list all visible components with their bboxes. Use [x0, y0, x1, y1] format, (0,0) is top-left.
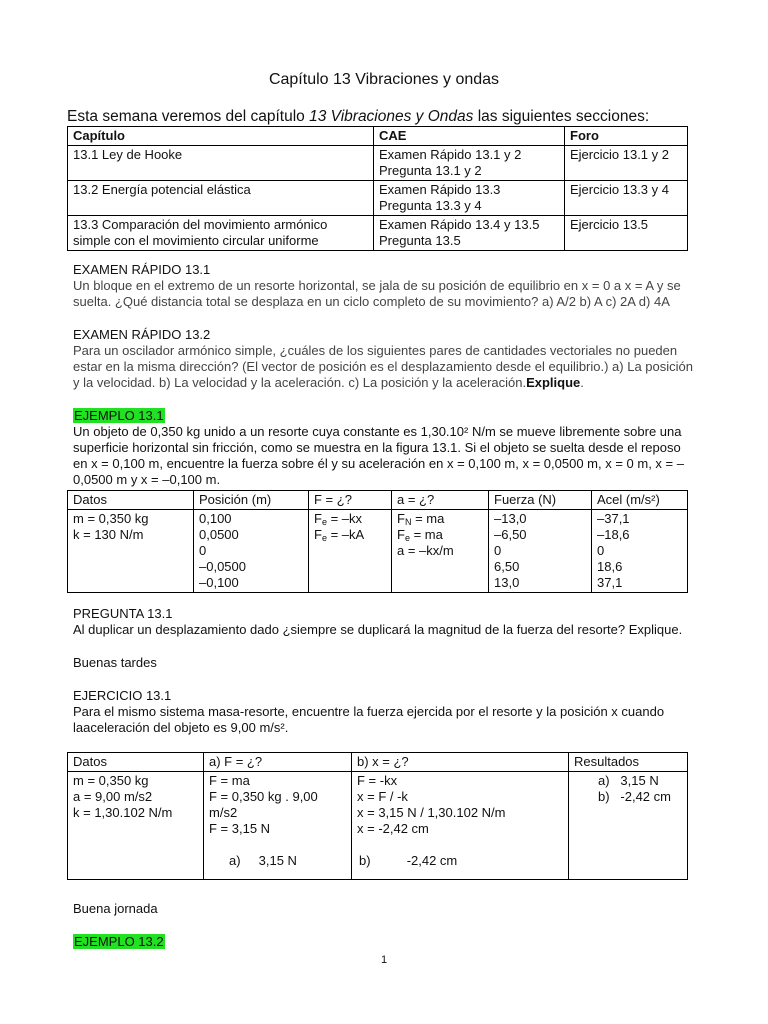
intro-italic: 13 Vibraciones y Ondas — [309, 108, 474, 125]
quiz-text-line: Un bloque en el extremo de un resorte horizontal, se jala de su posición de equilibrio en x = 0 a x = A y se — [73, 278, 681, 293]
exercise-table — [67, 752, 688, 880]
quiz-text-line: estar en la misma dirección? (El vector de posición es el desplazamiento desde el equilibrio.) a) La posición — [73, 359, 693, 374]
page-title: Capítulo 13 Vibraciones y ondas — [268, 71, 500, 88]
quiz-13-2 — [73, 327, 693, 391]
table-row — [68, 146, 688, 181]
table-row — [68, 216, 688, 251]
quiz-text-line: Para un oscilador armónico simple, ¿cuáles de los siguientes pares de cantidades vectoriales no pueden — [73, 343, 678, 358]
datos-cell: m = 0,350 kg a = 9,00 m/s2 k = 1,30.102 N/m — [68, 772, 204, 880]
sections-table-header — [68, 127, 688, 146]
cae-cell: Examen Rápido 13.4 y 13.5 Pregunta 13.5 — [374, 216, 565, 251]
example-heading: EJEMPLO 13.1 — [74, 408, 164, 423]
exercise-13-1 — [73, 688, 693, 736]
table-row — [68, 772, 688, 880]
intro-text — [67, 108, 649, 126]
cae-cell: Examen Rápido 13.1 y 2 Pregunta 13.1 y 2 — [374, 146, 565, 181]
fuerza-cell: –13,0 –6,50 0 6,50 13,0 — [489, 510, 592, 593]
quiz-heading: EXAMEN RÁPIDO 13.1 — [73, 262, 211, 277]
col-cae: CAE — [374, 127, 565, 146]
exercise-text-line: Para el mismo sistema masa-resorte, encuentre la fuerza ejercida por el resorte y la posición x cuando — [73, 704, 665, 719]
foro-cell: Ejercicio 13.3 y 4 — [565, 181, 688, 216]
col-foro: Foro — [565, 127, 688, 146]
greeting-text: Buenas tardes — [73, 655, 157, 670]
quiz-heading: EXAMEN RÁPIDO 13.2 — [73, 327, 211, 342]
results-cell: a) 3,15 N b) -2,42 cm — [569, 772, 688, 880]
sections-table — [67, 126, 688, 251]
example-text-line: en x = 0,100 m, encuentre la fuerza sobre él y su aceleración en x = 0,100 m, x = 0,0500 m, x = 0 m, x = – — [73, 456, 684, 471]
quiz-13-1 — [73, 262, 693, 310]
foro-cell: Ejercicio 13.1 y 2 — [565, 146, 688, 181]
quiz-text-line: y la velocidad. b) La velocidad y la aceleración. c) La posición y la aceleración.Explique. — [73, 375, 584, 390]
example-data-table — [67, 490, 688, 593]
acel-cell: –37,1 –18,6 0 18,6 37,1 — [592, 510, 688, 593]
table-row — [68, 510, 688, 593]
quiz-text-line: suelta. ¿Qué distancia total se desplaza en un ciclo completo de su movimiento? a) A/2 b) A c) 2A d) 4A — [73, 294, 670, 309]
col-capitulo: Capítulo — [68, 127, 374, 146]
closing-greeting: Buena jornada — [73, 901, 158, 916]
example-text-line: superficie horizontal sin fricción, como se muestra en la figura 13.1. Si el objeto se suelta desde el reposo — [73, 440, 681, 455]
intro-before: Esta semana veremos del capítulo — [67, 108, 310, 125]
exercise-heading: EJERCICIO 13.1 — [73, 688, 172, 703]
foro-cell: Ejercicio 13.5 — [565, 216, 688, 251]
page-number: 1 — [380, 954, 388, 966]
cap-cell: 13.1 Ley de Hooke — [68, 146, 374, 181]
datos-cell: m = 0,350 kg k = 130 N/m — [68, 510, 194, 593]
force-cell: F = ma F = 0,350 kg . 9,00 m/s2 F = 3,15 N a) 3,15 N — [204, 772, 352, 880]
example-text-line: 0,0500 m y x = –0,100 m. — [73, 472, 221, 487]
cap-cell: 13.2 Energía potencial elástica — [68, 181, 374, 216]
example-text-line: Un objeto de 0,350 kg unido a un resorte cuya constante es 1,30.10² N/m se mueve libremente sobre una — [73, 424, 682, 439]
a-cell: $F_N$ = ma $F_e$ = ma a = –kx/m — [392, 510, 489, 593]
position-cell: F = -kx x = F / -k x = 3,15 N / 1,30.102 N/m x = -2,42 cm b) -2,42 cm — [352, 772, 569, 880]
intro-after: las siguientes secciones: — [473, 108, 650, 125]
table-row — [68, 181, 688, 216]
cae-cell: Examen Rápido 13.3 Pregunta 13.3 y 4 — [374, 181, 565, 216]
question-heading: PREGUNTA 13.1 — [73, 606, 173, 621]
data-table-header: Datos Posición (m) F = ¿? a = ¿? Fuerza (N) Acel (m/s²) — [68, 491, 688, 510]
exercise-text-line: laaceleración del objeto es 9,00 m/s². — [73, 720, 289, 735]
f-cell: $F_e = -kx$ $F_e = -kA$ — [309, 510, 392, 593]
cap-cell: 13.3 Comparación del movimiento armónico simple con el movimiento circular uniforme — [68, 216, 374, 251]
example-heading: EJEMPLO 13.2 — [74, 934, 164, 949]
question-text: Al duplicar un desplazamiento dado ¿siempre se duplicará la magnitud de la fuerza del resorte? Explique. — [73, 622, 683, 637]
posicion-cell: 0,100 0,0500 0 –0,0500 –0,100 — [194, 510, 309, 593]
example-13-1 — [73, 408, 693, 488]
question-13-1 — [73, 606, 693, 638]
example-13-2 — [73, 934, 693, 950]
exercise-table-header: Datos a) F = ¿? b) x = ¿? Resultados — [68, 753, 688, 772]
